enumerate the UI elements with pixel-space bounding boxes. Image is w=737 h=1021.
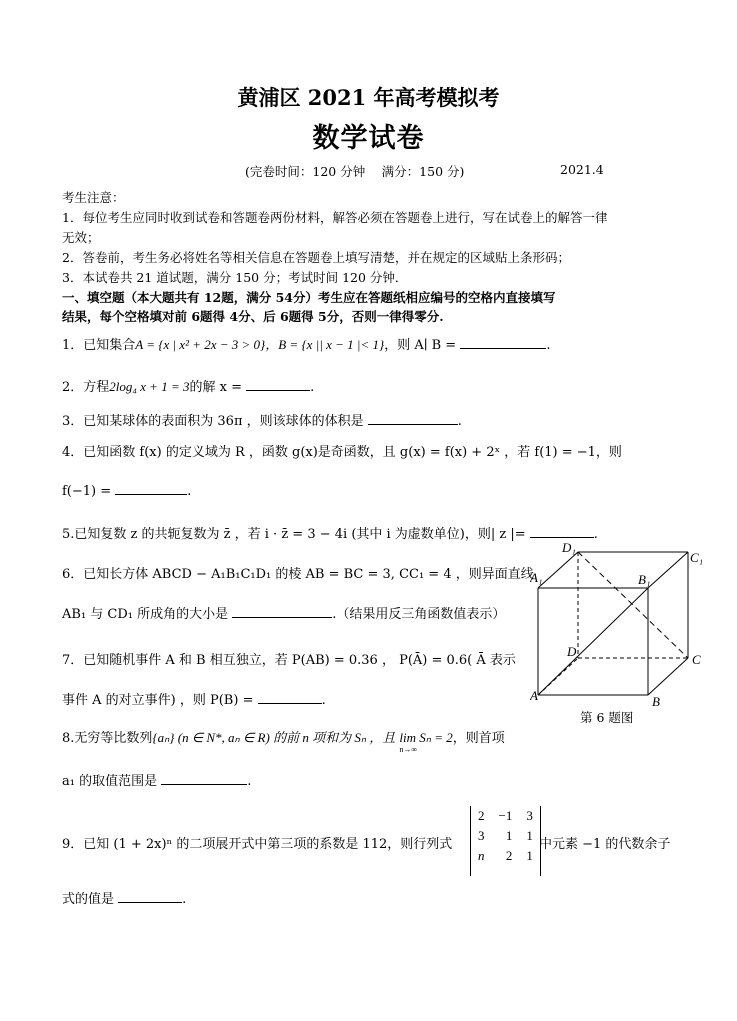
question-9-line1b: 中元素 −1 的代数余子 [539, 837, 671, 852]
q3-text: 3．已知某球体的表面积为 36π ，则该球体的体积是 [62, 414, 364, 429]
notice-item-1-cont: 无效； [62, 230, 100, 245]
label-b1: B₁ [638, 572, 651, 587]
exam-title: 黄浦区 2021 年高考模拟考 [237, 85, 500, 110]
q6-answer-blank[interactable] [232, 605, 332, 618]
question-3: 3．已知某球体的表面积为 36π ，则该球体的体积是 . [62, 414, 462, 429]
q4-answer-blank[interactable] [115, 482, 187, 495]
notice-item-2: 2．答卷前，考生务必将姓名等相关信息在答题卷上填写清楚，并在规定的区域贴上条形码； [62, 250, 570, 265]
q2-prefix: 2．方程 [62, 380, 110, 395]
label-c: C [692, 652, 701, 667]
matrix-cell: 1 [505, 828, 513, 843]
matrix-row [471, 806, 540, 826]
section1-heading-line1: 一、填空题（本大题共有 12题，满分 54分）考生应在答题纸相应编号的空格内直接填写 [62, 290, 556, 305]
matrix-cell: 3 [526, 808, 533, 823]
q9-determinant [470, 806, 541, 876]
q1-set-b: ，B = {x || x − 1 |< 1} [265, 337, 385, 352]
question-9-line2: 式的值是 . [62, 892, 187, 907]
q4-line2-text: f(−1) = [62, 484, 112, 499]
q8-answer-blank[interactable] [161, 772, 247, 785]
matrix-cell: n [478, 848, 485, 863]
q7-line2-text: 事件 A 的对立事件) ，则 P(B) = [62, 693, 254, 708]
q1-answer-blank[interactable] [460, 336, 546, 349]
q1-set-a: A = {x | x² + 2x − 3 > 0} [135, 337, 266, 352]
q2-equation: 2log₄ x + 1 = 3 [109, 379, 190, 394]
q8-limit: lim Sₙ = 2 [399, 730, 453, 745]
question-5: 5.已知复数 z 的共轭复数为 z̄ ，若 i · z̄ = 3 − 4i (其中 i 为虚数单位)，则| z |= . [62, 527, 598, 542]
cuboid-figure [530, 540, 710, 715]
q8-line2-text: a₁ 的取值范围是 [62, 774, 158, 789]
q3-answer-blank[interactable] [368, 412, 458, 425]
q8-sequence: {aₙ} (n ∈ N*, aₙ ∈ R) 的前 n 项和为 Sₙ ，且 [152, 730, 396, 745]
matrix-cell: 3 [478, 828, 485, 843]
label-d1: D₁ [562, 540, 576, 555]
matrix-cell: 1 [526, 828, 533, 843]
figure-caption: 第 6 题图 [580, 710, 634, 725]
edge-bc [648, 658, 688, 695]
question-2: 2．方程2log₄ x + 1 = 3的解 x = . [62, 379, 315, 395]
matrix-cell: −1 [498, 808, 513, 823]
matrix-cell: 2 [478, 808, 485, 823]
q5-answer-blank[interactable] [530, 525, 594, 538]
q6-note: .（结果用反三角函数值表示） [332, 607, 506, 622]
q9-line2-text: 式的值是 [62, 892, 115, 907]
exam-meta: (完卷时间：120 分钟 满分：150 分) [245, 164, 465, 179]
matrix-row [471, 826, 540, 846]
edge-a1d1 [538, 552, 578, 588]
question-4-line2: f(−1) = . [62, 484, 192, 499]
q1-prefix: 1．已知集合 [62, 338, 136, 353]
q5-text: 5.已知复数 z 的共轭复数为 z̄ ，若 i · z̄ = 3 − 4i (其中 i 为虚数单位)，则| z |= [62, 527, 526, 542]
question-4-line1: 4．已知函数 f(x) 的定义域为 R ，函数 g(x)是奇函数，且 g(x) = f(x) + 2ˣ ，若 f(1) = −1，则 [62, 445, 622, 460]
matrix-row [471, 846, 540, 866]
q2-answer-blank[interactable] [246, 378, 310, 391]
question-8-line2: a₁ 的取值范围是 . [62, 774, 252, 789]
matrix-cell: 2 [505, 848, 513, 863]
question-7-line1: 7．已知随机事件 A 和 B 相互独立，若 P(AB) = 0.36 ， P(Ā) = 0.6( Ā 表示 [62, 653, 516, 668]
q8-suffix: ，则首项 [452, 731, 505, 746]
q2-suffix: 的解 x = [189, 380, 242, 395]
q6-line2-text: AB₁ 与 CD₁ 所成角的大小是 [62, 607, 229, 622]
question-6-line1: 6．已知长方体 ABCD − A₁B₁C₁D₁ 的棱 AB = BC = 3, CC₁ = 4 ，则异面直线 [62, 567, 534, 582]
edge-b1c1 [648, 552, 688, 588]
question-8-line1 [62, 727, 505, 754]
q9-answer-blank[interactable] [118, 890, 182, 903]
q8-prefix: 8.无穷等比数列 [62, 731, 153, 746]
exam-subtitle: 数学试卷 [312, 123, 425, 154]
question-7-line2: 事件 A 的对立事件) ，则 P(B) = . [62, 693, 326, 708]
exam-date: 2021.4 [560, 162, 604, 177]
q7-answer-blank[interactable] [258, 691, 322, 704]
label-c1: C₁ [690, 550, 704, 565]
q8-limit-sub: n→∞ [399, 745, 418, 754]
label-d: D [567, 644, 577, 659]
label-a1: A₁ [530, 570, 543, 585]
question-9-line1a: 9．已知 (1 + 2x)ⁿ 的二项展开式中第三项的系数是 112，则行列式 [62, 837, 453, 852]
notice-item-1: 1．每位考生应同时收到试卷和答题卷两份材料，解答必须在答题卷上进行，写在试卷上的解答一律 [62, 210, 608, 225]
q1-suffix: ，则 A∣ B = [384, 338, 457, 353]
label-a: A [530, 688, 538, 703]
label-b: B [652, 694, 660, 709]
diagonal-cd1 [578, 552, 688, 658]
notice-item-3: 3．本试卷共 21 道试题，满分 150 分；考试时间 120 分钟． [62, 270, 408, 285]
matrix-cell: 1 [526, 848, 533, 863]
notice-heading: 考生注意： [62, 190, 125, 205]
question-1: 1．已知集合A = {x | x² + 2x − 3 > 0}，B = {x || x − 1 |< 1}，则 A∣ B = . [62, 337, 551, 353]
section1-heading-line2: 结果，每个空格填对前 6题得 4分、后 6题得 5分，否则一律得零分. [62, 309, 444, 324]
question-6-line2 [62, 603, 505, 622]
